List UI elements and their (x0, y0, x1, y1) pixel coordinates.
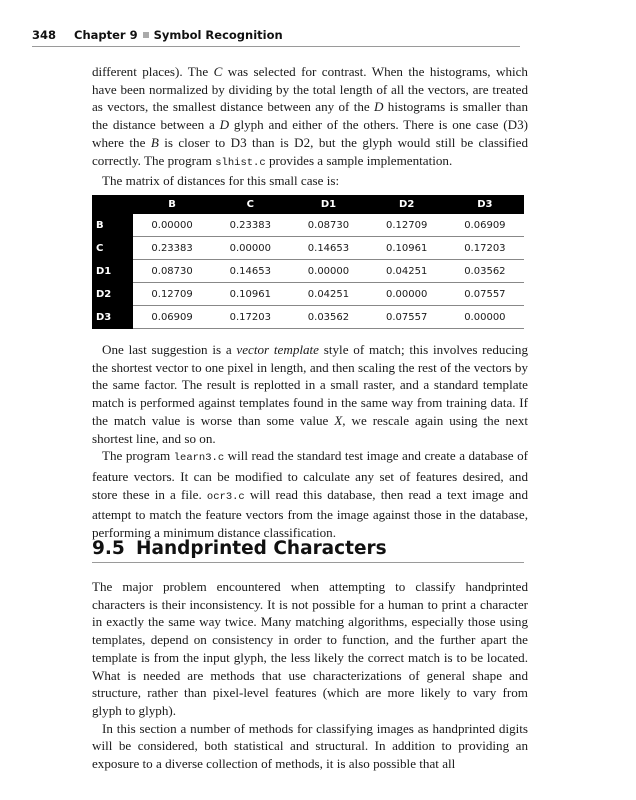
table-cell: 0.12709 (133, 283, 211, 306)
paragraph: The major problem encountered when attempting to classify handprinted characters is their inconsistency. It is not possible for a human to print a character in exactly the same way twice. Many matching algorithms, especially those using templates, depend on consistency in order to function, and the further apart the template is from the input glyph, the less likely the correct match is to be located. What is needed are methods that use characterizations of general shape and structure, rather than pixel-level features (which are more likely to vary from glyph to glyph). (92, 579, 528, 718)
table-cell: 0.10961 (211, 283, 289, 306)
section-title: Handprinted Characters (136, 538, 387, 559)
table-cell: 0.14653 (289, 237, 367, 260)
running-header (32, 28, 520, 47)
table-cell: 0.00000 (368, 283, 446, 306)
chapter-label: Chapter 9 (74, 28, 138, 42)
table-cell: 0.06909 (446, 214, 524, 237)
separator-square-icon (143, 32, 149, 38)
table-cell: 0.00000 (133, 214, 211, 237)
table-cell: 0.04251 (289, 283, 367, 306)
table-cell: 0.00000 (211, 237, 289, 260)
distance-matrix-table (92, 195, 524, 329)
table-cell: 0.23383 (133, 237, 211, 260)
row-label: B (92, 214, 133, 237)
row-label: C (92, 237, 133, 260)
chapter-title: Symbol Recognition (153, 28, 283, 42)
table-cell: 0.03562 (289, 306, 367, 329)
table-cell: 0.23383 (211, 214, 289, 237)
paragraph: different places). The C was selected for contrast. When the histograms, which have been normalized by dividing by the total length of all the vectors, are treated as vectors, the smallest distance between any of the D histograms is smaller than the distance between a D glyph and either of the others. There is one case (D3) where the B is closer to D3 than is D2, but the glyph would still be classified correctly. The program slhist.c provides a sample implementation. (92, 64, 529, 169)
table-cell: 0.04251 (368, 260, 446, 283)
table-cell: 0.00000 (289, 260, 367, 283)
table-row (92, 283, 524, 306)
table-header-row: B C D1 D2 D3 (92, 195, 524, 214)
text-block-bottom (92, 578, 528, 773)
table-cell: 0.17203 (446, 237, 524, 260)
table-cell: 0.07557 (368, 306, 446, 329)
paragraph: One last suggestion is a vector template style of match; this involves reducing the shortest vector to one pixel in length, and then scaling the rest of the vectors by the same factor. The result is replotted in a small raster, and a standard template match is performed against templates found in the same way from training data. If the match value is worse than some value X, we rescale again using the next shortest line, and so on. (92, 342, 528, 446)
table-row (92, 214, 524, 237)
table-cell: 0.07557 (446, 283, 524, 306)
table-cell: 0.14653 (211, 260, 289, 283)
text-block-middle (92, 341, 528, 542)
table-cell: 0.08730 (289, 214, 367, 237)
table-cell: 0.00000 (446, 306, 524, 329)
table-cell: 0.17203 (211, 306, 289, 329)
code-filename: slhist.c (215, 156, 266, 169)
table-cell: 0.12709 (368, 214, 446, 237)
section-heading (92, 538, 524, 563)
table-row (92, 260, 524, 283)
table-cell: 0.10961 (368, 237, 446, 260)
row-label: D2 (92, 283, 133, 306)
section-number: 9.5 (92, 538, 125, 559)
paragraph: The program learn3.c will read the standard test image and create a database of feature vectors. It can be modified to calculate any set of features desired, and store these in a file. ocr3.c will read this database, then read a text image and attempt to match the feature vectors from the image against those in the database, performing a minimum distance classification. (92, 448, 528, 541)
table-cell: 0.06909 (133, 306, 211, 329)
table-cell: 0.03562 (446, 260, 524, 283)
table-cell: 0.08730 (133, 260, 211, 283)
text-block-top (92, 63, 528, 190)
row-label: D3 (92, 306, 133, 329)
page-number: 348 (32, 28, 57, 42)
code-filename: learn3.c (173, 452, 225, 465)
code-filename: ocr3.c (206, 490, 245, 503)
row-label: D1 (92, 260, 133, 283)
table-row (92, 306, 524, 329)
paragraph: The matrix of distances for this small case is: (102, 173, 340, 189)
paragraph: In this section a number of methods for classifying images as handprinted digits will be considered, both statistical and structural. In addition to providing an exposure to a diverse collection of methods, it is also possible that all (92, 720, 528, 772)
table-row (92, 237, 524, 260)
